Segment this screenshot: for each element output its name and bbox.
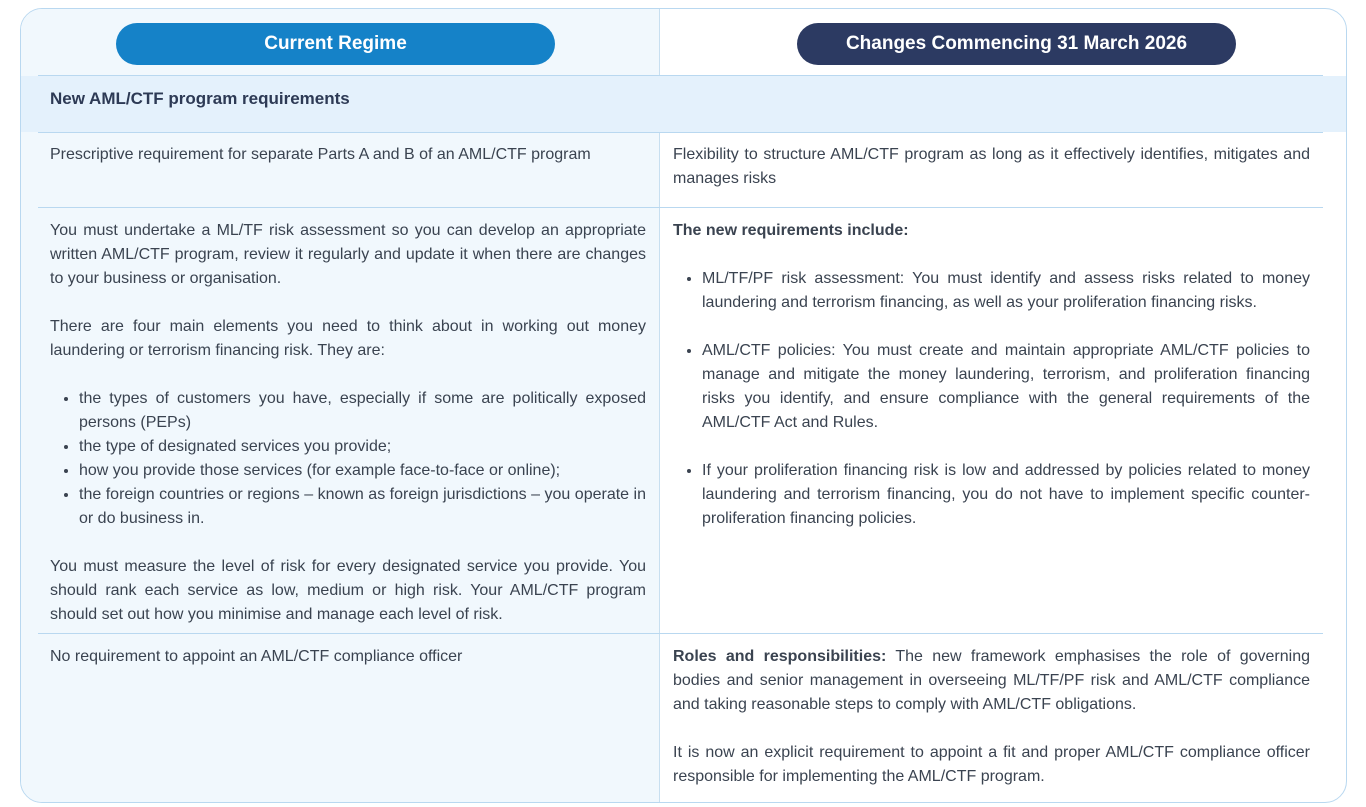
row3-current: No requirement to appoint an AML/CTF compliance officer (50, 648, 463, 665)
row3-changes-lead: Roles and responsibilities: (673, 648, 887, 665)
list-item: • the type of designated services you provide; (79, 435, 646, 459)
row2-changes (673, 219, 1310, 531)
changes-header: Changes Commencing 31 March 2026 (797, 23, 1236, 65)
row2-current-intro: You must undertake a ML/TF risk assessment so you can develop an appropriate written AML/CTF program, review it regularly and update it when there are changes to your business or organisation. (50, 222, 646, 287)
divider (38, 633, 1323, 634)
list-item: • ML/TF/PF risk assessment: You must identify and assess risks related to money laundering and terrorism financing, as well as your proliferation financing risks. (702, 267, 1310, 315)
row2-current-list (50, 387, 646, 531)
row2-current-elements-intro: There are four main elements you need to think about in working out money laundering or terrorism financing risk. They are: (50, 318, 646, 359)
row1-current: Prescriptive requirement for separate Parts A and B of an AML/CTF program (50, 146, 591, 163)
row2-current-outro: You must measure the level of risk for every designated service you provide. You should rank each service as low, medium or high risk. Your AML/CTF program should set out how you minimise and manage each level of risk. (50, 558, 646, 623)
row3-changes-para1 (673, 645, 1310, 717)
row2-changes-heading: The new requirements include: (673, 222, 909, 239)
row1-changes: Flexibility to structure AML/CTF program as long as it effectively identifies, mitigates and manages risks (673, 146, 1310, 187)
current-regime-header: Current Regime (116, 23, 555, 65)
comparison-table (20, 8, 1347, 803)
row3-changes-para2: It is now an explicit requirement to appoint a fit and proper AML/CTF compliance officer responsible for implementing the AML/CTF program. (673, 744, 1310, 785)
divider (38, 207, 1323, 208)
list-item: • the foreign countries or regions – known as foreign jurisdictions – you operate in or do business in. (79, 483, 646, 531)
divider (38, 132, 1323, 133)
list-item: • If your proliferation financing risk is low and addressed by policies related to money laundering and terrorism financing, you do not have to implement specific counter-proliferation financing policies. (702, 459, 1310, 531)
divider (38, 75, 1323, 76)
row3-changes (673, 645, 1310, 789)
row2-current (50, 219, 646, 627)
section-title: New AML/CTF program requirements (50, 89, 350, 108)
row2-changes-list (673, 267, 1310, 531)
list-item: • how you provide those services (for example face-to-face or online); (79, 459, 646, 483)
list-item: • AML/CTF policies: You must create and maintain appropriate AML/CTF policies to manage and mitigate the money laundering, terrorism, and proliferation financing risks you identify, and ensure compliance with the general requirements of the AML/CTF Act and Rules. (702, 339, 1310, 435)
list-item: • the types of customers you have, especially if some are politically exposed persons (PEPs) (79, 387, 646, 435)
row3-changes-body: The new framework emphasises the role of governing bodies and senior management in overseeing ML/TF/PF risk and AML/CTF compliance and taking reasonable steps to comply with AML/CTF obligations. (673, 648, 1310, 713)
